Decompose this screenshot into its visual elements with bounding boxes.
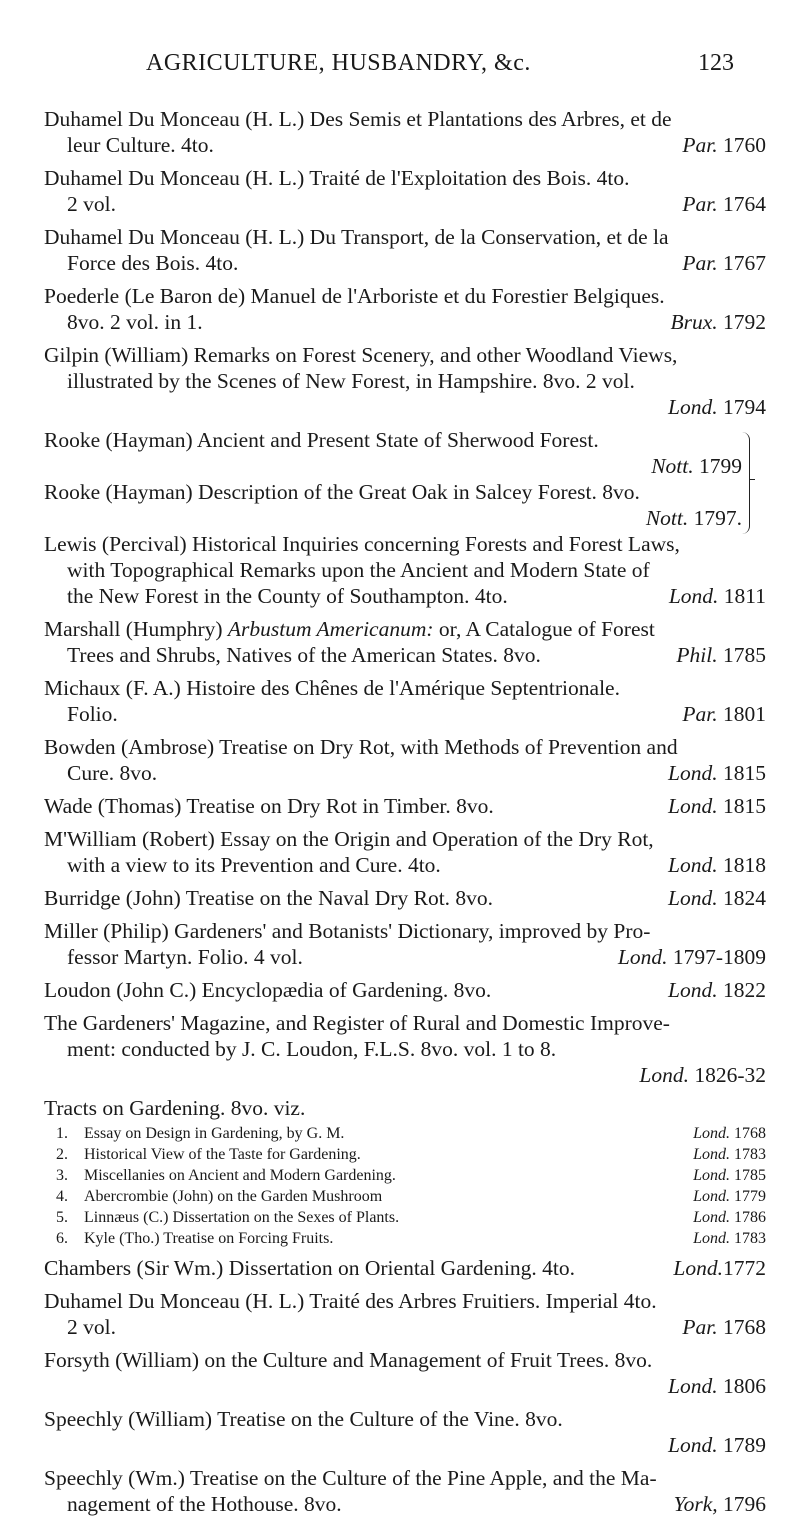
list-item [44,1123,766,1144]
imprint [682,191,766,217]
imprint-place: Par. [682,702,718,726]
imprint-place: Brux. [670,310,718,334]
tract-number: 5. [56,1209,68,1226]
imprint [669,583,766,609]
tract-title: Kyle (Tho.) Treatise on Forcing Fruits. [84,1230,334,1247]
entry-line: M'William (Robert) Essay on the Origin and Operation of the Dry Rot, [44,827,654,851]
imprint-year: 1806 [723,1374,766,1398]
entry-line: with a view to its Prevention and Cure. 4to. [67,853,441,877]
entry-line: Loudon (John C.) Encyclopædia of Gardening. 8vo. [44,978,492,1002]
entry-line: 2 vol. [67,192,116,216]
entry-line: Rooke (Hayman) Ancient and Present State of Sherwood Forest. [44,428,599,452]
entry-line: Speechly (William) Treatise on the Culture of the Vine. 8vo. [44,1407,563,1431]
imprint-place: Lond. [668,886,718,910]
imprint-year: 1794 [723,395,766,419]
imprint-place: Lond. [673,1256,723,1280]
imprint [44,453,742,479]
brace-tip-mark [749,479,755,480]
entry-line: with Topographical Remarks upon the Ancient and Modern State of [67,558,650,582]
entry-title-italic: Arbustum Americanum: [227,617,434,641]
catalogue-entry [44,826,766,878]
imprint-place: Phil. [676,643,718,667]
imprint-place: Nott. [651,454,694,478]
entry-line: Lewis (Percival) Historical Inquiries concerning Forests and Forest Laws, [44,532,680,556]
imprint-year: 1783 [734,1146,766,1163]
imprint [668,852,766,878]
tract-title: Linnæus (C.) Dissertation on the Sexes of Plants. [84,1209,400,1226]
imprint [668,793,766,819]
catalogue-entry [44,918,766,970]
tract-number: 2. [56,1146,68,1163]
imprint-year: 1783 [734,1230,766,1247]
entry-line: Speechly (Wm.) Treatise on the Culture of the Pine Apple, and the Ma- [44,1466,657,1490]
tract-title: Miscellanies on Ancient and Modern Gardening. [84,1167,396,1184]
imprint-year: 1789 [723,1433,766,1457]
imprint-place: Lond. [693,1209,730,1226]
imprint-place: Lond. [668,584,719,608]
imprint-place: Lond. [668,853,718,877]
imprint-year: 1796 [723,1492,766,1516]
imprint [682,250,766,276]
imprint-year: 1815 [723,761,766,785]
entry-line: Duhamel Du Monceau (H. L.) Des Semis et Plantations des Arbres, et de [44,107,672,131]
entry-line: 2 vol. [67,1315,116,1339]
tract-title: Abercrombie (John) on the Garden Mushroom [84,1188,383,1205]
imprint [668,760,766,786]
imprint [693,1144,766,1165]
list-item [44,1228,766,1249]
imprint [693,1207,766,1228]
imprint-year: 1818 [723,853,766,877]
tract-title: Essay on Design in Gardening, by G. M. [84,1125,345,1142]
imprint-year: 1797. [693,506,742,530]
entry-line: Michaux (F. A.) Histoire des Chênes de l'Amérique Septentrionale. [44,676,620,700]
entry-line: Bowden (Ambrose) Treatise on Dry Rot, with Methods of Prevention and [44,735,678,759]
entry-line: Duhamel Du Monceau (H. L.) Traité de l'Exploitation des Bois. 4to. [44,166,630,190]
imprint-year: 1799 [699,454,742,478]
entry-line: Tracts on Gardening. 8vo. viz. [44,1096,306,1120]
tract-title: Historical View of the Taste for Gardening. [84,1146,361,1163]
imprint [682,132,766,158]
entry-line: Poederle (Le Baron de) Manuel de l'Arboriste et du Forestier Belgiques. [44,284,665,308]
catalogue-entry [44,885,766,911]
entry-line: or, A Catalogue of Forest [438,617,655,641]
imprint-place: Lond. [668,978,718,1002]
catalogue-entry [44,1465,766,1517]
imprint-place: Lond. [668,794,718,818]
imprint-year: 1760 [723,133,766,157]
catalogue-entry [44,531,766,609]
imprint [44,1432,766,1458]
tract-number: 1. [56,1125,68,1142]
imprint [676,642,766,668]
catalogue-entry [44,479,742,531]
imprint-place: York, [673,1492,718,1516]
list-item [44,1144,766,1165]
imprint-year: 1797-1809 [672,945,766,969]
imprint-place: Lond. [617,945,668,969]
catalogue-entry [44,734,766,786]
catalogue-entries [44,106,766,1524]
catalogue-entry [44,793,766,819]
imprint-year: 1815 [723,794,766,818]
imprint-year: 1824 [723,886,766,910]
imprint [674,1491,766,1517]
entry-line: Duhamel Du Monceau (H. L.) Du Transport, de la Conservation, et de la [44,225,669,249]
entry-line: Force des Bois. 4to. [67,251,239,275]
imprint-year: 1822 [723,978,766,1002]
imprint-year: 1767 [723,251,766,275]
imprint-place: Par. [682,251,718,275]
imprint [44,1062,766,1088]
entry-line: Marshall (Humphry) [44,617,223,641]
imprint-place: Lond. [668,761,718,785]
catalogue-entry [44,977,766,1003]
imprint-place: Par. [682,192,718,216]
imprint-year: 1772 [723,1256,766,1280]
entry-line: Miller (Philip) Gardeners' and Botanists' Dictionary, improved by Pro- [44,919,651,943]
imprint [44,394,766,420]
entry-line: Trees and Shrubs, Natives of the American States. 8vo. [67,643,541,667]
entry-line: Folio. [67,702,118,726]
tracts-list [44,1123,766,1249]
imprint [44,1373,766,1399]
catalogue-entry [44,1255,766,1281]
catalogue-entry [44,165,766,217]
tract-number: 3. [56,1167,68,1184]
imprint [693,1228,766,1249]
imprint [618,944,766,970]
imprint-place: Par. [682,1315,718,1339]
imprint-year: 1786 [734,1209,766,1226]
catalogue-entry [44,427,742,479]
imprint-place: Nott. [645,506,689,530]
entry-line: fessor Martyn. Folio. 4 vol. [67,945,303,969]
imprint-year: 1801 [723,702,766,726]
imprint-place: Lond. [668,1433,718,1457]
entry-line: nagement of the Hothouse. 8vo. [67,1492,342,1516]
imprint-year: 1785 [723,643,766,667]
entry-line: Cure. 8vo. [67,761,158,785]
imprint-place: Lond. [693,1146,730,1163]
catalogue-entry [44,1010,766,1088]
imprint [693,1165,766,1186]
imprint [44,505,742,531]
entry-line: Forsyth (William) on the Culture and Management of Fruit Trees. 8vo. [44,1348,653,1372]
imprint [682,1314,766,1340]
imprint [673,1255,766,1281]
catalogue-entry [44,616,766,668]
imprint-year: 1811 [723,584,766,608]
entry-line: Burridge (John) Treatise on the Naval Dry Rot. 8vo. [44,886,494,910]
entry-line: 8vo. 2 vol. in 1. [67,310,203,334]
entry-line: Rooke (Hayman) Description of the Great Oak in Salcey Forest. 8vo. [44,480,640,504]
imprint [693,1123,766,1144]
catalogue-entry [44,1347,766,1399]
entry-line: Duhamel Du Monceau (H. L.) Traité des Arbres Fruitiers. Imperial 4to. [44,1289,657,1313]
entry-line: Chambers (Sir Wm.) Dissertation on Oriental Gardening. 4to. [44,1256,576,1280]
imprint [670,309,766,335]
entry-line: leur Culture. 4to. [67,133,214,157]
imprint-year: 1785 [734,1167,766,1184]
imprint-year: 1792 [723,310,766,334]
imprint-place: Lond. [668,395,718,419]
imprint-place: Lond. [639,1063,689,1087]
imprint-year: 1779 [734,1188,766,1205]
imprint [682,701,766,727]
catalogue-entry [44,106,766,158]
entry-line: ment: conducted by J. C. Loudon, F.L.S. 8vo. vol. 1 to 8. [67,1037,557,1061]
tract-number: 6. [56,1230,68,1247]
imprint-place: Lond. [693,1167,730,1184]
list-item [44,1207,766,1228]
imprint-place: Lond. [693,1188,730,1205]
catalogue-entry [44,675,766,727]
entry-line: The Gardeners' Magazine, and Register of Rural and Domestic Improve- [44,1011,670,1035]
list-item [44,1165,766,1186]
list-item [44,1186,766,1207]
catalogue-entry [44,1288,766,1340]
imprint-place: Par. [682,133,718,157]
running-header [146,50,734,84]
brace-mark [742,432,750,534]
tract-number: 4. [56,1188,68,1205]
catalogue-entry [44,224,766,276]
braced-group [44,427,742,531]
catalogue-entry [44,1406,766,1458]
imprint [668,977,766,1003]
entry-line: Gilpin (William) Remarks on Forest Scenery, and other Woodland Views, [44,343,678,367]
imprint-place: Lond. [693,1230,730,1247]
imprint [668,885,766,911]
imprint-year: 1768 [723,1315,766,1339]
imprint-year: 1768 [734,1125,766,1142]
imprint-year: 1764 [723,192,766,216]
running-title: AGRICULTURE, HUSBANDRY, &c. [146,50,531,76]
catalogue-entry [44,1095,766,1121]
imprint-place: Lond. [693,1125,730,1142]
entry-line: Wade (Thomas) Treatise on Dry Rot in Timber. 8vo. [44,794,494,818]
page-number: 123 [698,50,734,76]
entry-line: the New Forest in the County of Southampton. 4to. [67,584,508,608]
entry-line: illustrated by the Scenes of New Forest, in Hampshire. 8vo. 2 vol. [67,369,635,393]
catalogue-entry [44,283,766,335]
imprint-year: 1826-32 [694,1063,766,1087]
imprint-place: Lond. [668,1374,718,1398]
imprint [693,1186,766,1207]
catalogue-entry [44,342,766,420]
